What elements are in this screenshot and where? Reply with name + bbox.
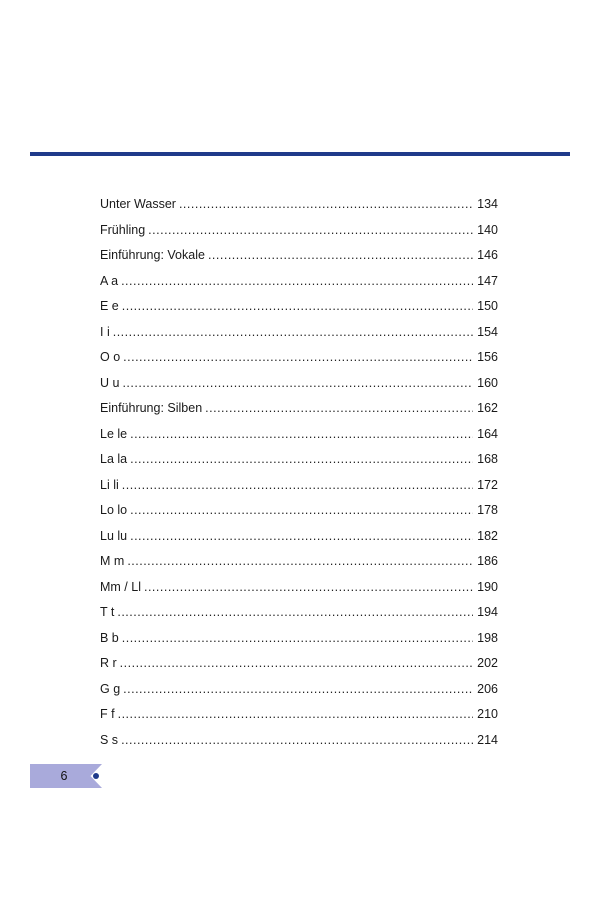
toc-dot-leader bbox=[130, 501, 473, 519]
toc-entry[interactable] bbox=[100, 323, 498, 349]
toc-entry-label: A a bbox=[100, 273, 119, 288]
toc-entry-page: 194 bbox=[477, 605, 498, 619]
toc-entry-label: Le le bbox=[100, 426, 128, 441]
toc-entry-label: I i bbox=[100, 324, 110, 339]
toc-entry[interactable] bbox=[100, 476, 498, 502]
toc-entry-label: S s bbox=[100, 732, 119, 747]
toc-entry-label: Einführung: Silben bbox=[100, 401, 203, 415]
toc-entry-page: 172 bbox=[477, 477, 498, 492]
toc-entry-label: R r bbox=[100, 656, 117, 670]
table-of-contents bbox=[100, 195, 498, 756]
header-rule bbox=[30, 152, 570, 156]
toc-dot-leader bbox=[130, 527, 473, 545]
toc-dot-leader bbox=[123, 680, 473, 698]
toc-entry-label: G g bbox=[100, 681, 121, 696]
toc-entry-page: 168 bbox=[477, 452, 498, 466]
toc-entry-label: F f bbox=[100, 707, 115, 721]
toc-entry[interactable] bbox=[100, 348, 498, 374]
toc-entry[interactable] bbox=[100, 272, 498, 298]
toc-entry-page: 160 bbox=[477, 375, 498, 390]
toc-entry-page: 162 bbox=[477, 401, 498, 415]
toc-dot-leader bbox=[113, 323, 473, 341]
toc-entry[interactable] bbox=[100, 603, 498, 629]
bullet-dot-icon bbox=[93, 773, 99, 779]
toc-entry[interactable] bbox=[100, 680, 498, 706]
toc-entry-page: 150 bbox=[477, 299, 498, 313]
toc-entry[interactable] bbox=[100, 221, 498, 247]
toc-entry[interactable] bbox=[100, 195, 498, 221]
toc-entry[interactable] bbox=[100, 705, 498, 731]
toc-entry-page: 186 bbox=[477, 554, 498, 568]
toc-entry[interactable] bbox=[100, 578, 498, 604]
toc-entry-page: 198 bbox=[477, 630, 498, 645]
toc-entry-page: 190 bbox=[477, 579, 498, 594]
toc-entry-page: 156 bbox=[477, 350, 498, 364]
toc-dot-leader bbox=[205, 399, 473, 417]
toc-entry[interactable] bbox=[100, 629, 498, 655]
toc-dot-leader bbox=[127, 552, 473, 570]
toc-entry-page: 182 bbox=[477, 528, 498, 543]
toc-entry[interactable] bbox=[100, 731, 498, 757]
toc-dot-leader bbox=[123, 348, 473, 366]
toc-entry-label: U u bbox=[100, 375, 120, 390]
toc-entry-label: Lu lu bbox=[100, 528, 128, 543]
toc-entry-page: 134 bbox=[477, 197, 498, 211]
toc-entry-page: 146 bbox=[477, 248, 498, 262]
toc-dot-leader bbox=[117, 603, 473, 621]
toc-entry[interactable] bbox=[100, 399, 498, 425]
toc-entry-page: 206 bbox=[477, 681, 498, 696]
toc-dot-leader bbox=[130, 425, 473, 443]
toc-entry-page: 154 bbox=[477, 324, 498, 339]
toc-dot-leader bbox=[120, 654, 473, 672]
toc-entry-label: La la bbox=[100, 452, 128, 466]
toc-entry-label: M m bbox=[100, 554, 125, 568]
toc-entry[interactable] bbox=[100, 654, 498, 680]
toc-entry[interactable] bbox=[100, 374, 498, 400]
toc-dot-leader bbox=[148, 221, 473, 239]
toc-entry-page: 202 bbox=[477, 656, 498, 670]
toc-dot-leader bbox=[144, 578, 473, 596]
toc-dot-leader bbox=[122, 374, 473, 392]
toc-entry-label: Li li bbox=[100, 477, 119, 492]
toc-dot-leader bbox=[122, 629, 473, 647]
toc-entry[interactable] bbox=[100, 425, 498, 451]
toc-entry-label: B b bbox=[100, 630, 119, 645]
toc-entry[interactable] bbox=[100, 450, 498, 476]
toc-dot-leader bbox=[118, 705, 474, 723]
toc-dot-leader bbox=[122, 476, 473, 494]
toc-entry[interactable] bbox=[100, 527, 498, 553]
toc-entry[interactable] bbox=[100, 297, 498, 323]
toc-dot-leader bbox=[122, 297, 473, 315]
toc-dot-leader bbox=[179, 195, 473, 213]
toc-entry-label: Lo lo bbox=[100, 503, 128, 517]
toc-entry-label: Mm / Ll bbox=[100, 579, 141, 594]
toc-dot-leader bbox=[121, 272, 473, 290]
toc-entry-page: 164 bbox=[477, 426, 498, 441]
toc-entry-page: 147 bbox=[477, 273, 498, 288]
toc-entry-label: E e bbox=[100, 299, 119, 313]
toc-entry-page: 140 bbox=[477, 222, 498, 237]
toc-dot-leader bbox=[208, 246, 473, 264]
toc-entry-label: Unter Wasser bbox=[100, 197, 176, 211]
toc-entry[interactable] bbox=[100, 501, 498, 527]
toc-dot-leader bbox=[121, 731, 473, 749]
toc-entry-label: Frühling bbox=[100, 222, 146, 237]
toc-entry-page: 214 bbox=[477, 732, 498, 747]
toc-dot-leader bbox=[130, 450, 473, 468]
toc-entry-page: 178 bbox=[477, 503, 498, 517]
toc-entry-label: Einführung: Vokale bbox=[100, 248, 205, 262]
toc-entry-page: 210 bbox=[477, 707, 498, 721]
toc-entry[interactable] bbox=[100, 246, 498, 272]
toc-entry[interactable] bbox=[100, 552, 498, 578]
toc-entry-label: O o bbox=[100, 350, 121, 364]
page-number: 6 bbox=[60, 769, 68, 783]
toc-entry-label: T t bbox=[100, 605, 115, 619]
